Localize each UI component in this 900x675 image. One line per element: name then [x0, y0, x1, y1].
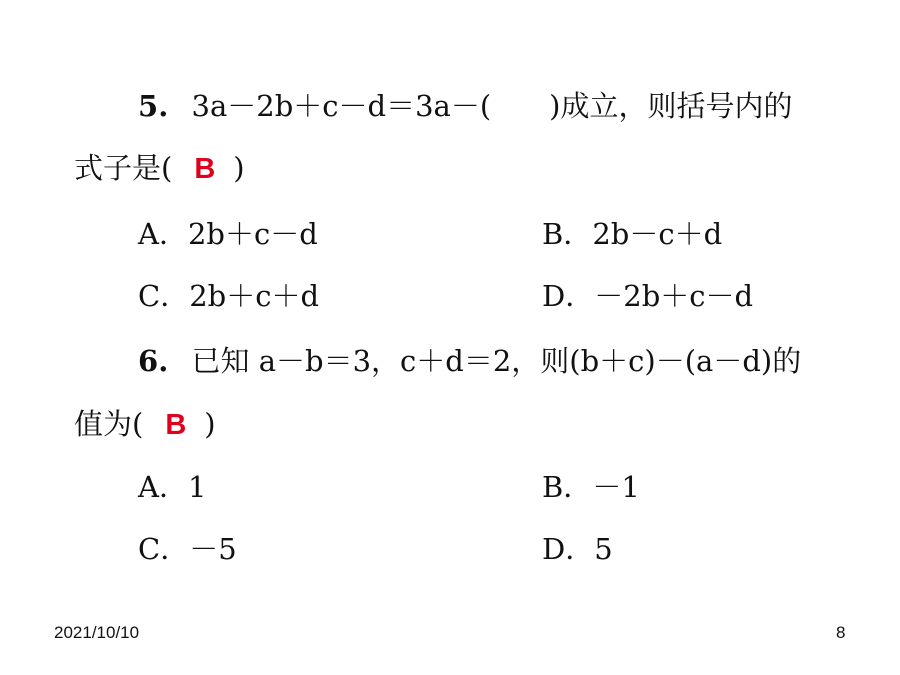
- q5-option-c-text: 2b＋c＋d: [189, 279, 320, 313]
- page-number: 8: [836, 623, 846, 642]
- q6-answer: B: [165, 409, 187, 441]
- q5-option-d: [542, 279, 754, 313]
- q5-option-b-letter: B．: [542, 217, 593, 251]
- q6-option-a-text: 1: [187, 470, 207, 504]
- footer-date: 2021/10/10: [54, 623, 140, 642]
- q6-stem-line2: [74, 407, 216, 441]
- q5-stem-suffix: ): [233, 151, 245, 185]
- q5-number-dot: .: [158, 89, 169, 123]
- q6-option-c: [138, 532, 237, 566]
- q6-stem-text: 已知 a－b＝3，c＋d＝2，则(b＋c)－(a－d)的: [191, 344, 802, 378]
- q5-answer: B: [194, 153, 216, 185]
- q6-number: 6: [138, 344, 159, 378]
- q5-option-d-letter: D．: [542, 279, 595, 313]
- q6-number-dot: .: [158, 344, 169, 378]
- q6-option-d-text: 5: [594, 532, 613, 566]
- q6-stem-line1: [138, 344, 802, 378]
- q5-option-c: [138, 279, 320, 313]
- q6-option-b: [542, 470, 640, 504]
- q6-option-d-letter: D．: [542, 532, 595, 566]
- q5-number: 5: [138, 89, 159, 123]
- q6-option-c-text: －5: [189, 532, 237, 566]
- q5-stem-line1: [138, 89, 793, 123]
- q5-option-b: [542, 217, 723, 251]
- q6-option-c-letter: C．: [138, 532, 190, 566]
- q6-stem-suffix: ): [204, 407, 216, 441]
- q5-stem-prefix: 式子是(: [74, 151, 173, 185]
- q6-option-b-letter: B．: [542, 470, 593, 504]
- q6-option-d: [542, 532, 613, 566]
- q6-option-a-letter: A．: [138, 470, 188, 504]
- q6-stem-prefix: 值为(: [74, 407, 144, 441]
- q5-option-c-letter: C．: [138, 279, 190, 313]
- q5-option-a: [138, 217, 318, 251]
- q5-stem-text: 3a－2b＋c－d＝3a－( )成立，则括号内的: [191, 89, 793, 123]
- q5-option-b-text: 2b－c＋d: [592, 217, 723, 251]
- q5-stem-line2: [74, 151, 245, 185]
- q6-option-a: [138, 470, 207, 504]
- q6-option-b-text: －1: [592, 470, 640, 504]
- q5-option-d-text: －2b＋c－d: [594, 279, 754, 313]
- q5-option-a-text: 2b＋c－d: [187, 217, 318, 251]
- q5-option-a-letter: A．: [138, 217, 188, 251]
